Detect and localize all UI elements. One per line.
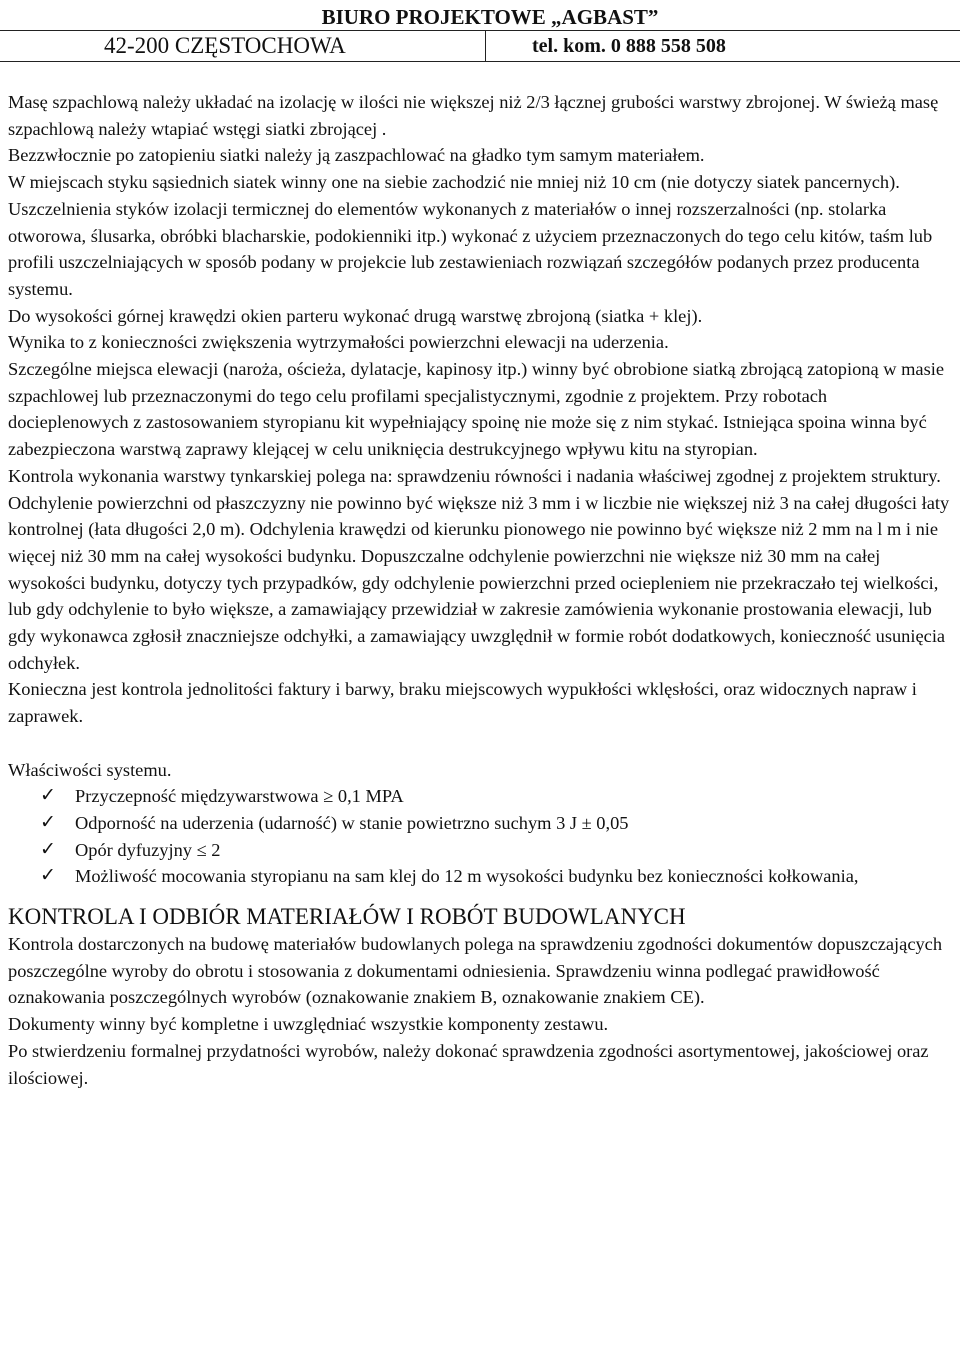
properties-list [8,783,952,890]
paragraph: Wynika to z konieczności zwiększenia wytrzymałości powierzchni elewacji na uderzenia. [8,332,669,353]
paragraph: Do wysokości górnej krawędzi okien parteru wykonać drugą warstwę zbrojoną (siatka + klej). [8,305,703,326]
list-item [8,837,952,864]
list-item-text: Możliwość mocowania styropianu na sam klej do 12 m wysokości budynku bez konieczności kołkowania, [75,866,859,887]
paragraph: Konieczna jest kontrola jednolitości faktury i barwy, braku miejscowych wypukłości wklęsłości, oraz widocznych napraw i zaprawek. [8,679,917,727]
list-item-text: Opór dyfuzyjny ≤ 2 [75,839,221,860]
checkmark-icon: ✓ [40,838,56,860]
company-name: BIURO PROJEKTOWE „AGBAST” [321,5,659,29]
list-item [8,863,952,890]
paragraph: Masę szpachlową należy układać na izolację w ilości nie większej niż 2/3 łącznej grubości warstwy zbrojonej. W świeżą masę szpachlową należy wtapiać wstęgi siatki zbrojącej . [8,92,939,139]
section-heading: KONTROLA I ODBIÓR MATERIAŁÓW I ROBÓT BUDOWLANYCH [8,904,686,930]
checkmark-icon: ✓ [40,811,56,833]
paragraph: W miejscach styku sąsiednich siatek winny one na siebie zachodzić nie mniej niż 10 cm (nie dotyczy siatek pancernych). [8,172,900,193]
paragraph: Dokumenty winny być kompletne i uwzględniać wszystkie komponenty zestawu. [8,1014,609,1035]
list-item-text: Odporność na uderzenia (udarność) w stanie powietrzno suchym 3 J ± 0,05 [75,812,629,833]
document-header [0,4,960,62]
paragraph: Kontrola dostarczonych na budowę materiałów budowlanych polega na sprawdzeniu zgodności dokumentów dopuszczających poszczególne wyroby do obrotu i stosowania z dokumentami odniesienia. Sprawdzeniu winna podlegać prawidłowość oznakowania poszczególnych wyrobów (oznakowanie znakiem B, oznakowanie znakiem CE). [8,934,943,1008]
list-item-text: Przyczepność międzywarstwowa ≥ 0,1 MPA [75,786,404,807]
document-body [8,89,952,1091]
list-item [8,783,952,810]
list-item [8,810,952,837]
paragraph: Szczególne miejsca elewacji (naroża, ościeża, dylatacje, kapinosy itp.) winny być obrobione siatką zbrojącą zatopioną w masie szpachlowej lub przeznaczonymi do tego celu profilami specjalistycznymi, zgodnie z projektem. Przy robotach docieplenowych z zastosowaniem styropianu kit wypełniający spoinę nie może się z nim stykać. Istniejąca spoina winna być zabezpieczona warstwą zaprawy klejącej w celu uniknięcia destrukcyjnego wpływu kitu na styropian. [8,359,945,460]
paragraph: Bezzwłocznie po zatopieniu siatki należy ją zaszpachlować na gładko tym samym materiałem. [8,145,705,166]
paragraph: Po stwierdzeniu formalnej przydatności wyrobów, należy dokonać sprawdzenia zgodności asortymentowej, jakościowej oraz ilościowej. [8,1040,929,1088]
checkmark-icon: ✓ [40,785,56,807]
paragraph: Kontrola wykonania warstwy tynkarskiej polega na: sprawdzeniu równości i nadania właściwej zgodnej z projektem struktury. Odchylenie powierzchni od płaszczyzny nie powinno być większe niż 3 mm i w liczbie nie większej niż 3 na całej długości łaty kontrolnej (łata długości 2,0 m). Odchylenia krawędzi od kierunku pionowego nie powinno być większe niż 2 mm na l m i nie więcej niż 30 mm na całej wysokości budynku. Dopuszczalne odchylenie powierzchni nie większe niż 30 mm na całej wysokości budynku, dotyczy tych przypadków, gdy odchylenie powierzchni przed ociepleniem nie przekraczało tej wielkości, lub gdy odchylenie to było większe, a zamawiający przewidział w zakresie zamówienia wykonanie prostowania elewacji, lub gdy wykonawca zgłosił znaczniejsze odchyłki, a zamawiający uwzględnił w formie robót dodatkowych, konieczność usunięcia odchyłek. [8,465,950,673]
properties-title: Właściwości systemu. [8,759,172,780]
paragraph: Uszczelnienia styków izolacji termicznej do elementów wykonanych z materiałów o innej rozszerzalności (np. stolarka otworowa, ślusarka, obróbki blacharskie, podokienniki itp.) wykonać z użyciem przeznaczonych do tego celu kitów, taśm lub profili uszczelniających w sposób podany w projekcie lub zestawieniach rozwiązań szczegółów podanych przez producenta systemu. [8,198,933,299]
spacer [8,730,952,757]
company-phone: tel. kom. 0 888 558 508 [532,35,726,57]
checkmark-icon: ✓ [40,865,56,887]
company-city: 42-200 CZĘSTOCHOWA [0,31,486,61]
header-contact-row [0,30,960,62]
